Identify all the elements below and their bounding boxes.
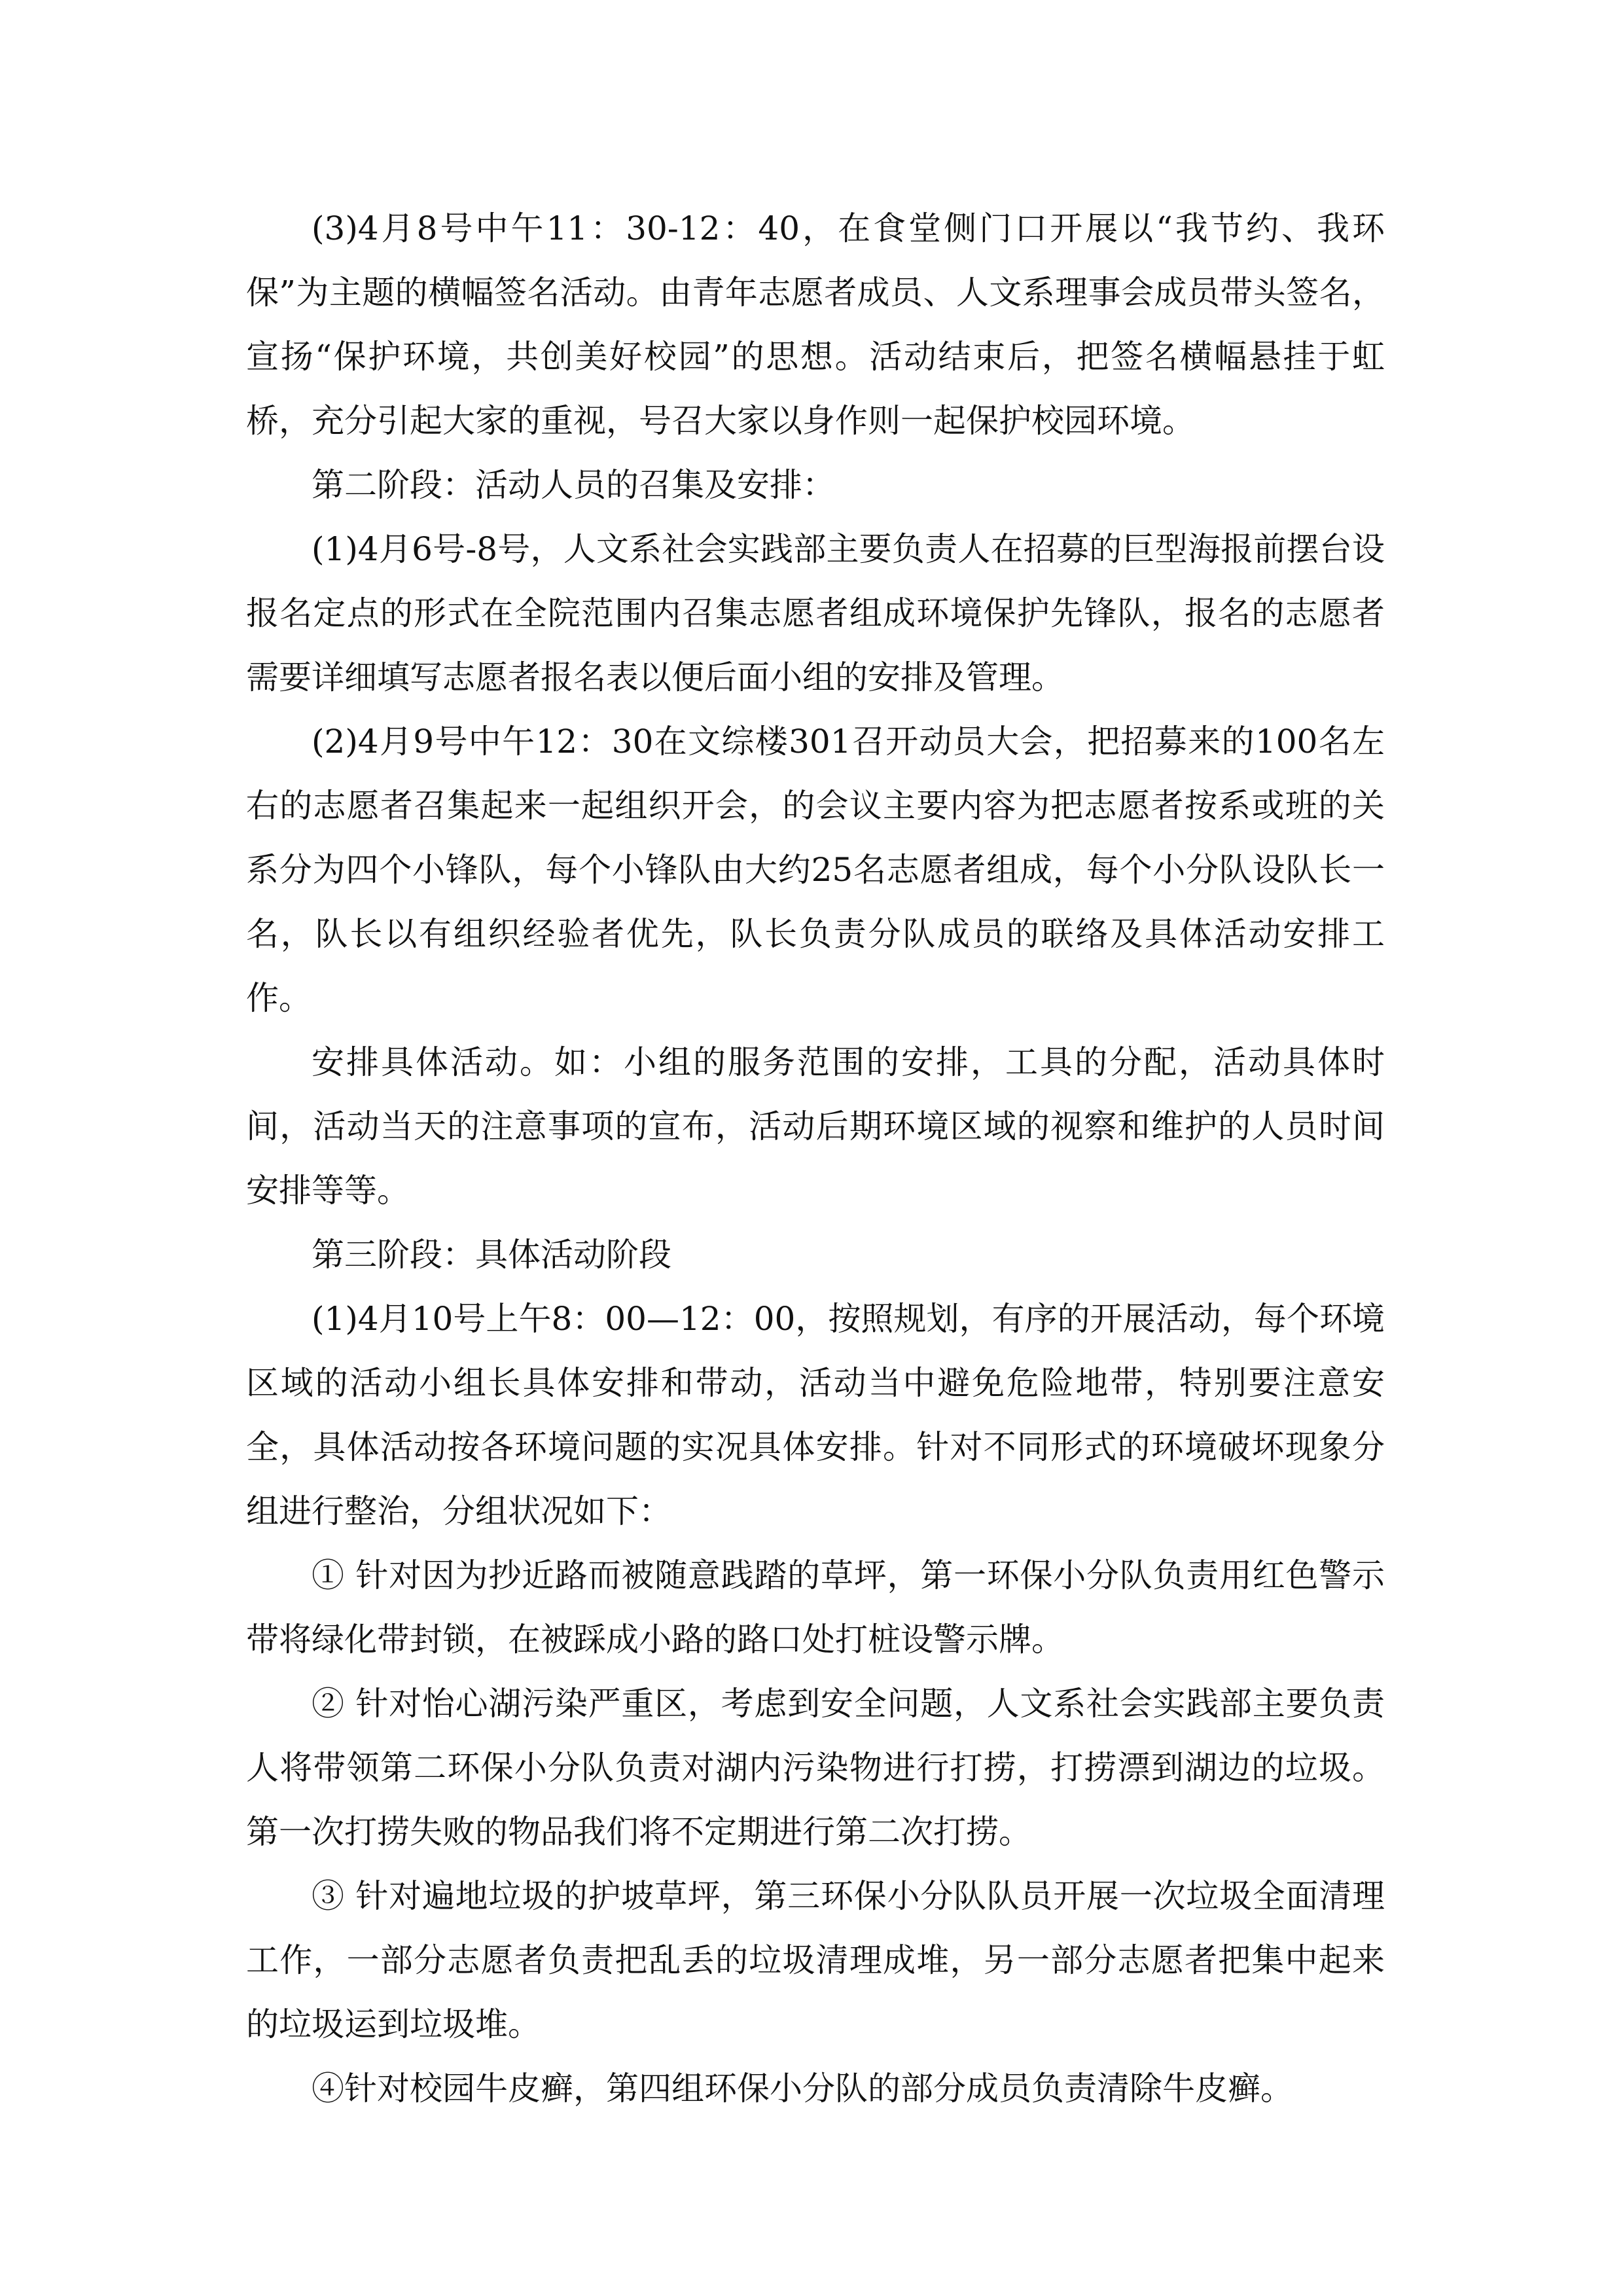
paragraph-team-three: ③ 针对遍地垃圾的护坡草坪，第三环保小分队队员开展一次垃圾全面清理工作，一部分志愿者负责把乱丢的垃圾清理成堆，另一部分志愿者把集中起来的垃圾运到垃圾堆。 [246,1877,1385,2043]
paragraph-banner-signing: (3)4月8号中午11：30-12：40，在食堂侧门口开展以“我节约、我环保”为主题的横幅签名活动。由青年志愿者成员、人文系理事会成员带头签名，宣扬“保护环境，共创美好校园”的思想。活动结束后，把签名横幅悬挂于虹桥，充分引起大家的重视，号召大家以身作则一起保护校园环境。 [246,209,1385,440]
paragraph-team-four: ④针对校园牛皮癣，第四组环保小分队的部分成员负责清除牛皮癣。 [312,2070,1293,2108]
heading-stage-two: 第二阶段：活动人员的召集及安排： [312,466,835,504]
document-body [246,196,1385,2121]
paragraph-team-two: ② 针对怡心湖污染严重区，考虑到安全问题，人文系社会实践部主要负责人将带领第二环保小分队负责对湖内污染物进行打捞，打捞漂到湖边的垃圾。第一次打捞失败的物品我们将不定期进行第二次打捞。 [246,1685,1385,1851]
paragraph-activity-arrangement: 安排具体活动。如：小组的服务范围的安排，工具的分配，活动具体时间，活动当天的注意事项的宣布，活动后期环境区域的视察和维护的人员时间安排等等。 [246,1043,1385,1210]
heading-stage-three: 第三阶段：具体活动阶段 [312,1236,671,1274]
paragraph-team-one: ① 针对因为抄近路而被随意践踏的草坪，第一环保小分队负责用红色警示带将绿化带封锁，在被踩成小路的路口处打桩设警示牌。 [246,1556,1385,1659]
paragraph-activity-execution: (1)4月10号上午8：00—12：00，按照规划，有序的开展活动，每个环境区域的活动小组长具体安排和带动，活动当中避免危险地带，特别要注意安全，具体活动按各环境问题的实况具体安排。针对不同形式的环境破坏现象分组进行整治，分组状况如下： [246,1300,1385,1530]
paragraph-mobilization-meeting: (2)4月9号中午12：30在文综楼301召开动员大会，把招募来的100名左右的志愿者召集起来一起组织开会，的会议主要内容为把志愿者按系或班的关系分为四个小锋队，每个小锋队由大约25名志愿者组成，每个小分队设队长一名，队长以有组织经验者优先，队长负责分队成员的联络及具体活动安排工作。 [246,723,1385,1017]
paragraph-recruitment: (1)4月6号-8号，人文系社会实践部主要负责人在招募的巨型海报前摆台设报名定点的形式在全院范围内召集志愿者组成环境保护先锋队，报名的志愿者需要详细填写志愿者报名表以便后面小组的安排及管理。 [246,530,1385,696]
